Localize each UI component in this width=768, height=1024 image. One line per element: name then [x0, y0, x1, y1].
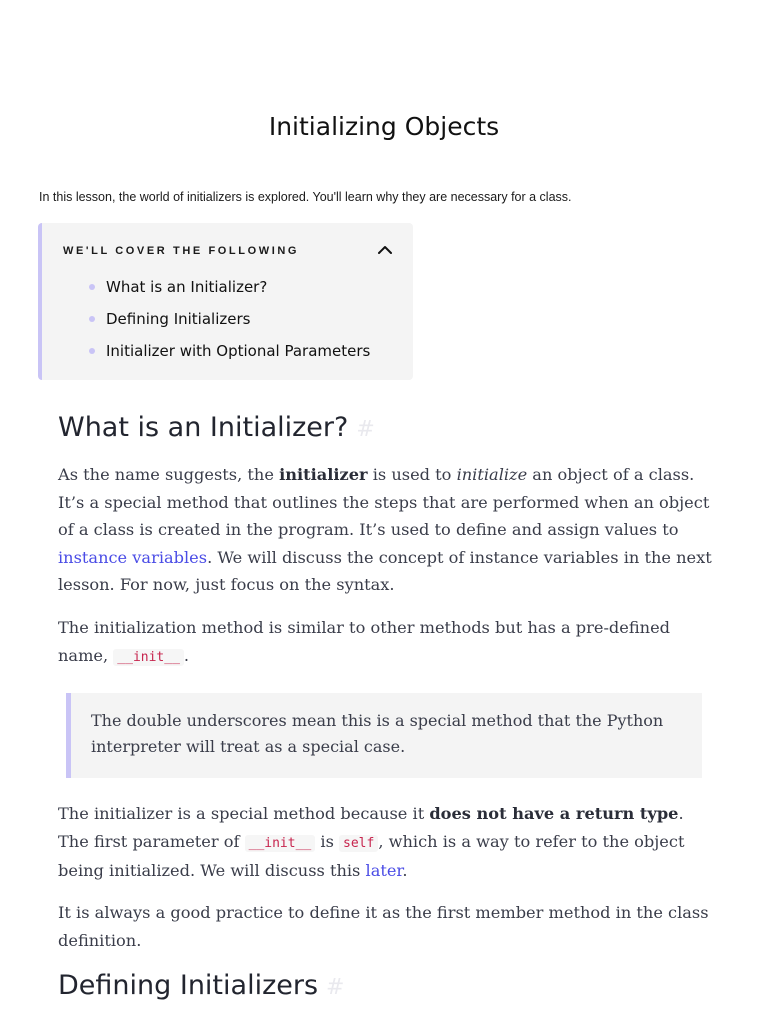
section-heading-defining: Defining Initializers #: [58, 970, 345, 1001]
bullet-icon: [89, 316, 95, 322]
toc-item[interactable]: Initializer with Optional Parameters: [106, 335, 370, 367]
paragraph: The initializer is a special method because it does not have a return type. The first parameter of __init__ is self , which is a way to refer to the object being initialized. We will discuss this later.: [58, 804, 685, 880]
toc-heading: WE'LL COVER THE FOLLOWING: [63, 245, 300, 257]
bullet-icon: [89, 284, 95, 290]
toc-item[interactable]: Defining Initializers: [106, 303, 370, 335]
paragraph: It is always a good practice to define it as the first member method in the class definition.: [58, 903, 709, 950]
inline-code: self: [339, 835, 378, 852]
table-of-contents: [38, 223, 413, 380]
inline-code: __init__: [113, 649, 184, 666]
paragraph: The initialization method is similar to other methods but has a pre-defined name, __init__ .: [58, 618, 671, 665]
instance-variables-link[interactable]: instance variables: [58, 547, 208, 567]
toc-list: [106, 271, 370, 367]
toc-item[interactable]: What is an Initializer?: [106, 271, 370, 303]
section-heading-what-is: What is an Initializer? #: [58, 412, 375, 443]
callout-note: [66, 693, 702, 778]
inline-code: __init__: [245, 835, 316, 852]
page-title: Initializing Objects: [268, 112, 500, 141]
paragraph: As the name suggests, the initializer is used to initialize an object of a class. It’s a special method that outlines the steps that are performed when an object of a class is created in the program. It’s used to define and assign values to instance variables. We will discuss the concept of instance variables in the next lesson. For now, just focus on the syntax.: [58, 465, 712, 594]
later-link[interactable]: later: [365, 861, 403, 880]
chevron-up-icon[interactable]: [375, 240, 395, 260]
bullet-icon: [89, 348, 95, 354]
anchor-link[interactable]: #: [356, 417, 375, 442]
anchor-link[interactable]: #: [326, 975, 345, 1000]
lesson-intro: In this lesson, the world of initializers is explored. You'll learn why they are necessary for a class.: [39, 190, 572, 204]
callout-text: The double underscores mean this is a special method that the Python interpreter will treat as a special case.: [91, 711, 664, 756]
